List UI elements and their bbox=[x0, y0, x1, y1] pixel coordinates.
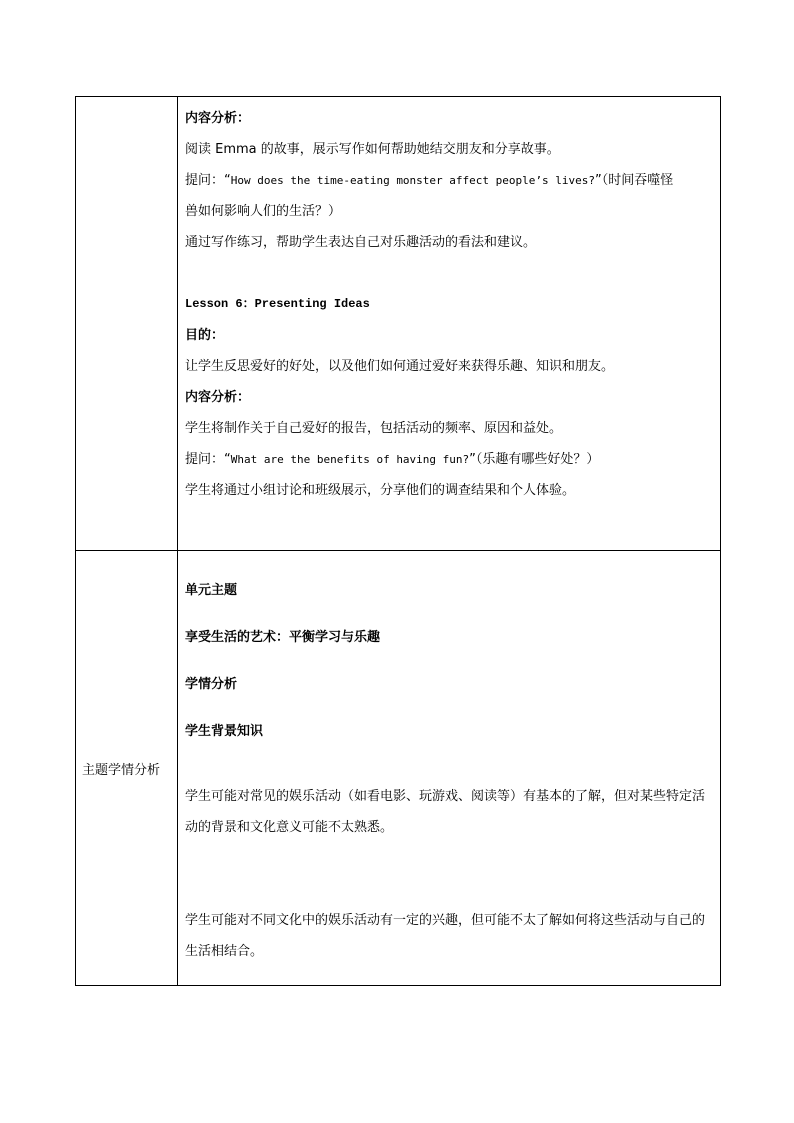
background-paragraph-2: 学生可能对不同文化中的娱乐活动有一定的兴趣，但可能不太了解如何将这些活动与自己的生活相结合。 bbox=[185, 913, 706, 959]
question2-english: What are the benefits of having fun? bbox=[230, 453, 470, 466]
question2-prefix: 提问：“ bbox=[185, 452, 231, 467]
question-line bbox=[185, 165, 714, 196]
writing-practice-line: 通过写作练习，帮助学生表达自己对乐趣活动的看法和建议。 bbox=[185, 235, 537, 250]
unit-theme-heading: 单元主题 bbox=[185, 583, 238, 598]
theme-analysis-label: 主题学情分析 bbox=[76, 551, 178, 986]
question-prefix: 提问：“ bbox=[185, 173, 231, 188]
row2-content-cell bbox=[178, 551, 721, 986]
table-row bbox=[76, 551, 721, 986]
table-row bbox=[76, 97, 721, 551]
share-text: 学生将通过小组讨论和班级展示，分享他们的调查结果和个人体验。 bbox=[185, 483, 576, 498]
background-paragraph-1: 学生可能对常见的娱乐活动（如看电影、玩游戏、阅读等）有基本的了解，但对某些特定活动的背景和文化意义可能不太熟悉。 bbox=[185, 789, 706, 835]
background-heading: 学生背景知识 bbox=[185, 724, 264, 739]
row1-label-cell bbox=[76, 97, 178, 551]
report-text: 学生将制作关于自己爱好的报告，包括活动的频率、原因和益处。 bbox=[185, 421, 563, 436]
goal-text: 让学生反思爱好的好处，以及他们如何通过爱好来获得乐趣、知识和朋友。 bbox=[185, 359, 615, 374]
question-english: How does the time-eating monster affect people’s lives? bbox=[230, 174, 595, 187]
question-line-2 bbox=[185, 444, 714, 475]
row1-content-cell bbox=[178, 97, 721, 551]
unit-theme: 享受生活的艺术：平衡学习与乐趣 bbox=[185, 630, 381, 645]
question2-suffix: ”（乐趣有哪些好处？） bbox=[469, 452, 600, 467]
lesson-plan-table bbox=[75, 96, 721, 986]
content-analysis-heading-2: 内容分析： bbox=[185, 390, 251, 405]
goal-heading: 目的： bbox=[185, 328, 225, 343]
read-story-line: 阅读 Emma 的故事，展示写作如何帮助她结交朋友和分享故事。 bbox=[185, 142, 560, 157]
analysis-heading: 学情分析 bbox=[185, 677, 238, 692]
content-analysis-heading: 内容分析： bbox=[185, 111, 251, 126]
question-continuation: 兽如何影响人们的生活？） bbox=[185, 204, 342, 219]
lesson-title: Lesson 6：Presenting Ideas bbox=[185, 297, 370, 311]
question-suffix: ”（时间吞噬怪 bbox=[595, 173, 674, 188]
